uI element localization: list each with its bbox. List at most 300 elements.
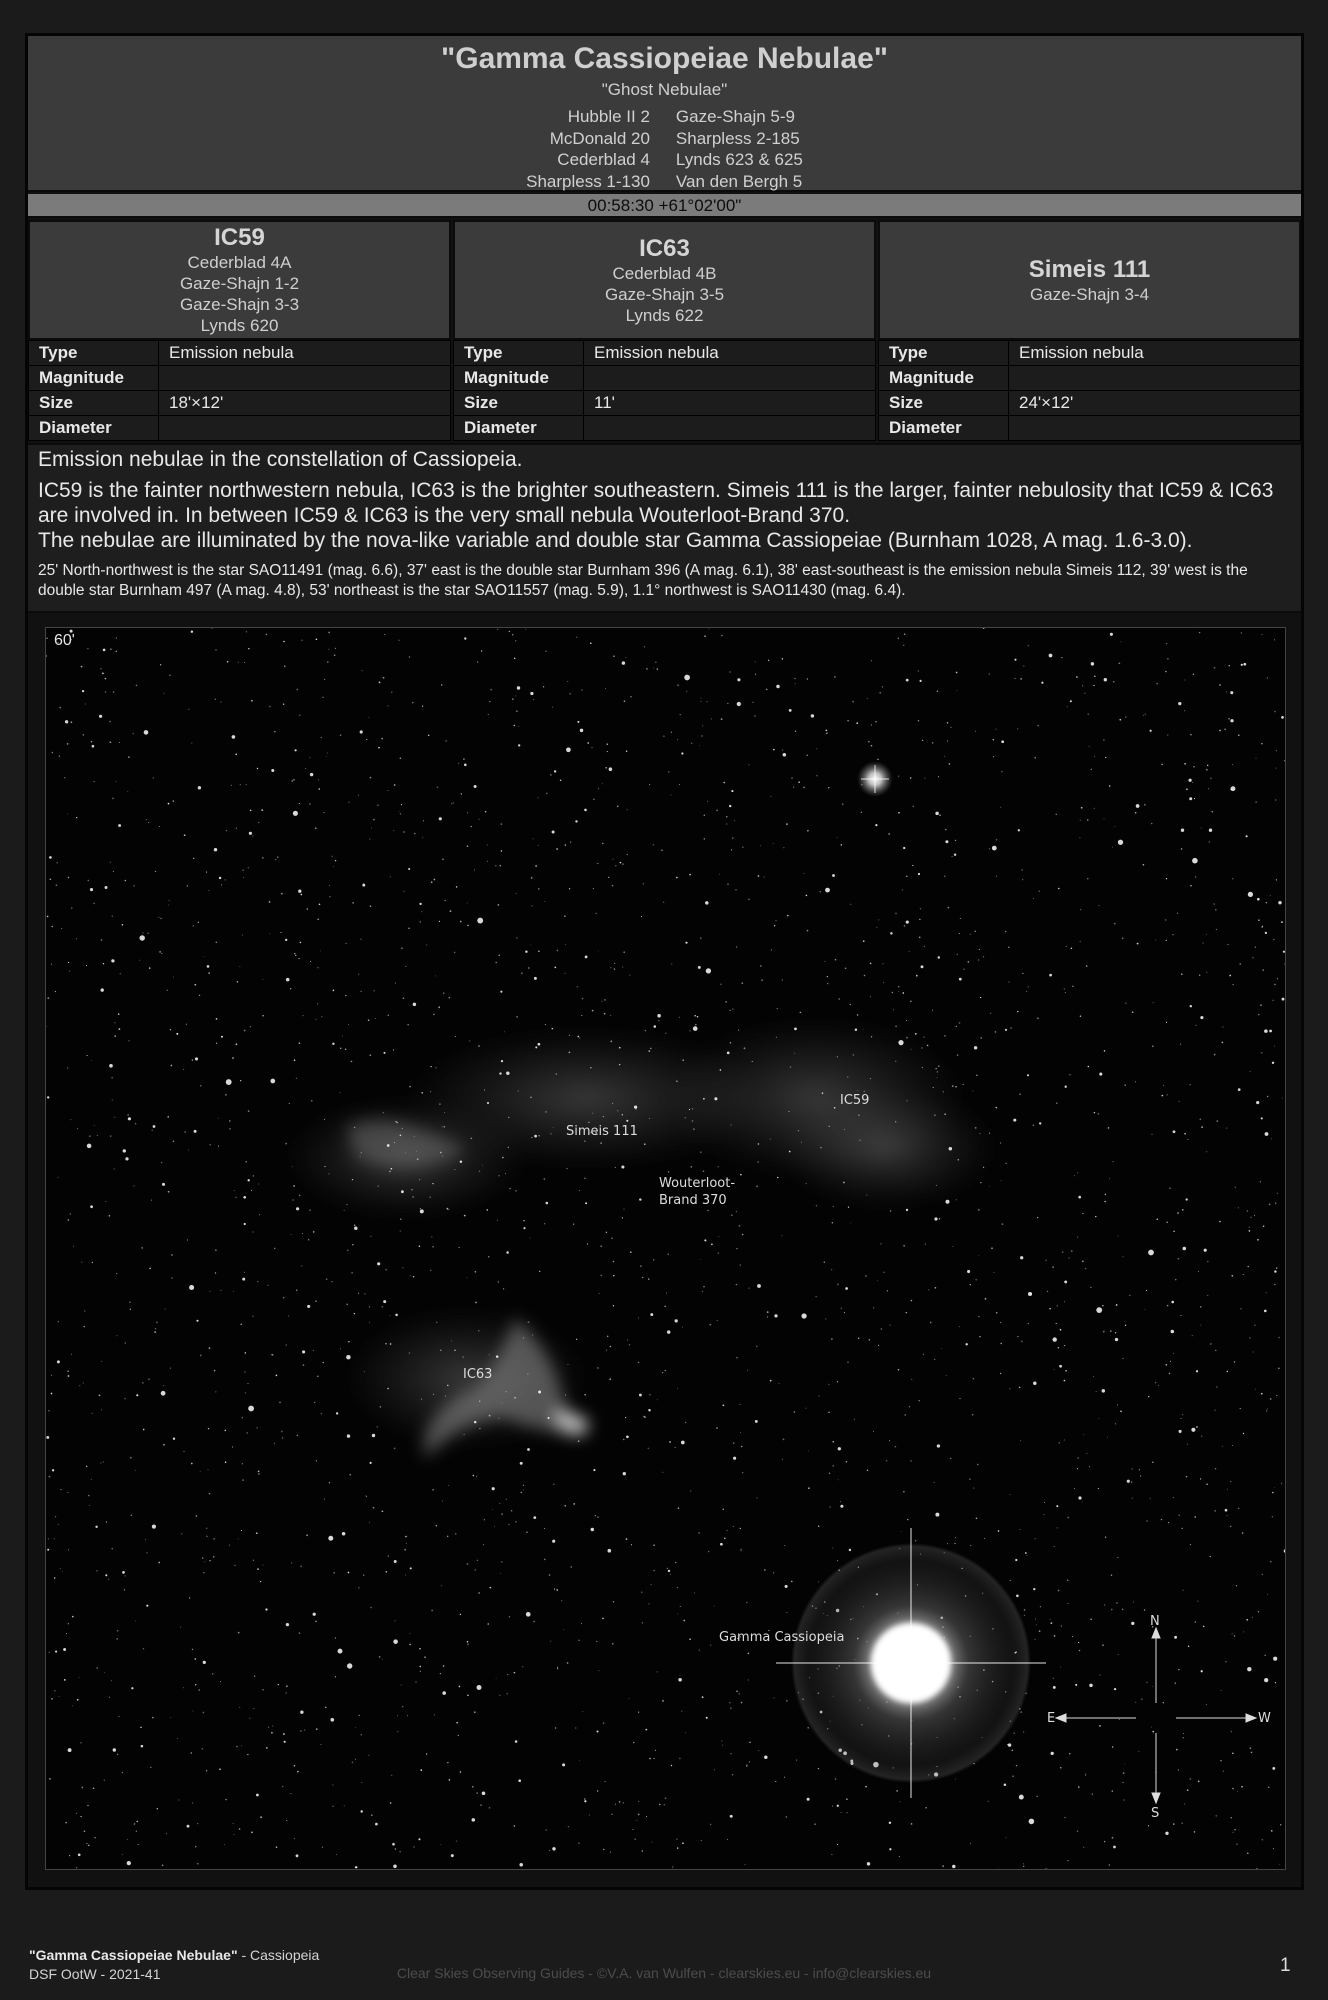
star bbox=[515, 1190, 516, 1191]
star bbox=[293, 1185, 295, 1187]
star bbox=[104, 1672, 105, 1673]
star bbox=[364, 1293, 365, 1294]
star bbox=[286, 978, 290, 982]
star bbox=[232, 1446, 233, 1447]
star bbox=[710, 1824, 711, 1825]
star bbox=[418, 1838, 420, 1840]
star bbox=[807, 930, 809, 932]
star bbox=[395, 983, 396, 984]
star bbox=[722, 1745, 723, 1746]
star bbox=[950, 1458, 951, 1459]
star bbox=[850, 1223, 851, 1224]
star bbox=[1265, 932, 1267, 934]
star bbox=[99, 1395, 101, 1397]
star bbox=[959, 933, 960, 934]
star bbox=[910, 1001, 911, 1002]
star bbox=[886, 1460, 887, 1461]
star bbox=[538, 950, 540, 952]
star bbox=[740, 1432, 741, 1433]
star bbox=[607, 751, 608, 752]
alias: Gaze-Shajn 5-9 bbox=[675, 107, 795, 126]
star bbox=[1017, 1336, 1018, 1337]
star bbox=[627, 1339, 628, 1340]
star bbox=[1273, 1000, 1274, 1001]
star bbox=[645, 1729, 647, 1731]
star bbox=[432, 1489, 434, 1491]
star bbox=[566, 747, 571, 752]
star bbox=[56, 884, 58, 886]
star bbox=[171, 1065, 173, 1067]
star bbox=[958, 1159, 959, 1160]
alias: Lynds 623 & 625 bbox=[675, 150, 803, 169]
star bbox=[1056, 1102, 1057, 1103]
star bbox=[322, 697, 324, 699]
star bbox=[636, 1820, 637, 1821]
star bbox=[1219, 684, 1220, 685]
star bbox=[467, 1694, 469, 1696]
star bbox=[699, 745, 700, 746]
star bbox=[67, 1370, 69, 1372]
star bbox=[646, 1816, 647, 1817]
star bbox=[1196, 1025, 1197, 1026]
star bbox=[1058, 1347, 1059, 1348]
star bbox=[360, 730, 363, 733]
star bbox=[319, 903, 321, 905]
star bbox=[335, 648, 336, 649]
star bbox=[996, 1312, 998, 1314]
star bbox=[1020, 678, 1022, 680]
star bbox=[718, 1252, 719, 1253]
star bbox=[430, 1091, 431, 1092]
star bbox=[1156, 683, 1157, 684]
star bbox=[1272, 1516, 1273, 1517]
star bbox=[86, 1466, 88, 1468]
star bbox=[552, 1028, 554, 1030]
star bbox=[676, 1839, 677, 1840]
prop-value bbox=[1009, 366, 1301, 391]
star bbox=[533, 838, 534, 839]
star bbox=[903, 1491, 904, 1492]
star bbox=[613, 1601, 614, 1602]
star bbox=[370, 1607, 372, 1609]
star bbox=[643, 883, 644, 884]
star bbox=[534, 977, 537, 980]
star bbox=[300, 894, 302, 896]
star bbox=[512, 634, 514, 636]
star bbox=[1148, 1396, 1149, 1397]
star bbox=[705, 901, 709, 905]
star bbox=[103, 1461, 104, 1462]
star bbox=[935, 1287, 937, 1289]
star bbox=[670, 1574, 671, 1575]
star bbox=[748, 1679, 749, 1680]
star bbox=[261, 809, 263, 811]
star bbox=[1190, 734, 1191, 735]
star bbox=[369, 1306, 370, 1307]
star bbox=[389, 1171, 391, 1173]
star bbox=[55, 1651, 57, 1653]
star bbox=[1010, 1494, 1011, 1495]
star bbox=[385, 1269, 386, 1270]
star bbox=[143, 1648, 144, 1649]
star bbox=[368, 1755, 369, 1756]
star bbox=[1102, 1644, 1104, 1646]
star bbox=[1146, 1290, 1147, 1291]
star bbox=[227, 661, 229, 663]
star bbox=[567, 1662, 569, 1664]
star bbox=[946, 1375, 947, 1376]
star bbox=[352, 1179, 353, 1180]
star bbox=[140, 1727, 142, 1729]
star bbox=[398, 640, 399, 641]
star bbox=[996, 839, 998, 841]
star bbox=[646, 668, 648, 670]
prop-key: Diameter bbox=[454, 416, 584, 441]
star bbox=[1264, 1310, 1267, 1313]
star bbox=[1102, 1305, 1103, 1306]
star bbox=[956, 1026, 957, 1027]
star bbox=[537, 797, 538, 798]
star bbox=[575, 1727, 576, 1728]
star bbox=[565, 944, 566, 945]
star bbox=[889, 1822, 891, 1824]
star bbox=[526, 1532, 527, 1533]
star bbox=[1256, 1101, 1259, 1104]
star bbox=[871, 724, 872, 725]
star bbox=[1074, 1175, 1075, 1176]
star bbox=[1152, 1686, 1153, 1687]
star bbox=[626, 1120, 628, 1122]
star bbox=[299, 803, 300, 804]
star bbox=[404, 1549, 405, 1550]
prop-row bbox=[29, 391, 451, 416]
star bbox=[370, 905, 372, 907]
star bbox=[1152, 1461, 1154, 1463]
star bbox=[748, 899, 749, 900]
star bbox=[1110, 633, 1113, 636]
star bbox=[133, 885, 135, 887]
star bbox=[127, 1861, 131, 1865]
star bbox=[666, 1293, 667, 1294]
star bbox=[93, 781, 94, 782]
star bbox=[384, 634, 385, 635]
star bbox=[1251, 1752, 1253, 1754]
star bbox=[706, 701, 707, 702]
star bbox=[545, 1024, 546, 1025]
prop-row bbox=[454, 341, 876, 366]
star bbox=[1250, 1747, 1252, 1749]
star bbox=[326, 1278, 328, 1280]
star bbox=[959, 1398, 960, 1399]
star bbox=[614, 963, 615, 964]
star bbox=[1061, 1626, 1062, 1627]
star bbox=[1079, 837, 1080, 838]
star bbox=[733, 1442, 735, 1444]
star bbox=[756, 1497, 757, 1498]
star bbox=[116, 1273, 117, 1274]
star bbox=[283, 1297, 285, 1299]
star bbox=[173, 977, 174, 978]
star bbox=[1112, 1837, 1114, 1839]
star bbox=[1080, 1016, 1081, 1017]
star bbox=[207, 965, 210, 968]
star bbox=[239, 1828, 241, 1830]
star bbox=[731, 1214, 733, 1216]
star bbox=[393, 1639, 398, 1644]
star bbox=[93, 903, 95, 905]
star bbox=[838, 998, 840, 1000]
star bbox=[1201, 1670, 1203, 1672]
star bbox=[945, 829, 946, 830]
star bbox=[358, 1587, 359, 1588]
star bbox=[440, 1152, 442, 1154]
star bbox=[59, 756, 60, 757]
star bbox=[215, 699, 216, 700]
star bbox=[840, 1505, 843, 1508]
star bbox=[782, 658, 783, 659]
star bbox=[1067, 1580, 1069, 1582]
star bbox=[703, 1286, 704, 1287]
star bbox=[516, 937, 517, 938]
star bbox=[1059, 1442, 1060, 1443]
star bbox=[116, 651, 117, 652]
star bbox=[581, 689, 582, 690]
star bbox=[1143, 715, 1144, 716]
star bbox=[105, 691, 106, 692]
star bbox=[225, 1461, 227, 1463]
star bbox=[774, 925, 775, 926]
star bbox=[368, 1019, 370, 1021]
star bbox=[978, 959, 979, 960]
star bbox=[347, 1434, 350, 1437]
star bbox=[1186, 788, 1188, 790]
star bbox=[1054, 1635, 1056, 1637]
star bbox=[1109, 785, 1111, 787]
star bbox=[362, 670, 363, 671]
star bbox=[1028, 645, 1029, 646]
star bbox=[875, 721, 876, 722]
star bbox=[405, 1575, 406, 1576]
star bbox=[458, 763, 459, 764]
star bbox=[88, 880, 89, 881]
star bbox=[1209, 842, 1210, 843]
star bbox=[806, 895, 808, 897]
star bbox=[608, 1549, 612, 1553]
star bbox=[1105, 1194, 1106, 1195]
star bbox=[1014, 659, 1016, 661]
star bbox=[1260, 1181, 1261, 1182]
star bbox=[516, 893, 517, 894]
star bbox=[613, 1261, 615, 1263]
star bbox=[94, 1125, 95, 1126]
star bbox=[283, 1733, 285, 1735]
star bbox=[937, 1077, 938, 1078]
star bbox=[243, 1196, 246, 1199]
star bbox=[1087, 878, 1088, 879]
star bbox=[1257, 1239, 1259, 1241]
star bbox=[1009, 1388, 1010, 1389]
star bbox=[832, 1441, 834, 1443]
star bbox=[348, 1024, 349, 1025]
star bbox=[800, 1012, 802, 1014]
star bbox=[91, 1479, 92, 1480]
star bbox=[556, 848, 558, 850]
star bbox=[903, 1245, 905, 1247]
star bbox=[253, 1175, 255, 1177]
star bbox=[122, 1854, 123, 1855]
star bbox=[852, 701, 853, 702]
star bbox=[1182, 1528, 1183, 1529]
star bbox=[437, 786, 439, 788]
star bbox=[629, 1698, 630, 1699]
star bbox=[730, 1708, 731, 1709]
star bbox=[252, 1316, 253, 1317]
star bbox=[605, 767, 607, 769]
star bbox=[617, 1110, 618, 1111]
star bbox=[322, 1847, 323, 1848]
star bbox=[1090, 1287, 1091, 1288]
star bbox=[1270, 895, 1271, 896]
star bbox=[1115, 1338, 1118, 1341]
star bbox=[871, 660, 872, 661]
star bbox=[247, 1383, 248, 1384]
star bbox=[740, 1265, 741, 1266]
star bbox=[87, 1805, 88, 1806]
star bbox=[1210, 1556, 1211, 1557]
star bbox=[909, 1406, 910, 1407]
star bbox=[1254, 1215, 1255, 1216]
star bbox=[939, 1218, 941, 1220]
star bbox=[845, 1287, 848, 1290]
star bbox=[644, 1416, 646, 1418]
star bbox=[1188, 1646, 1189, 1647]
star bbox=[1178, 702, 1181, 705]
star bbox=[736, 1211, 737, 1212]
star bbox=[764, 877, 765, 878]
star bbox=[1065, 1370, 1067, 1372]
star bbox=[355, 1759, 356, 1760]
star bbox=[490, 1587, 492, 1589]
star bbox=[1231, 1731, 1232, 1732]
star bbox=[918, 873, 920, 875]
star bbox=[112, 916, 113, 917]
star bbox=[568, 1826, 569, 1827]
star bbox=[1094, 808, 1095, 809]
star bbox=[992, 846, 997, 851]
star bbox=[1200, 1306, 1202, 1308]
star bbox=[120, 973, 121, 974]
star bbox=[848, 1207, 849, 1208]
star bbox=[516, 1016, 518, 1018]
star bbox=[665, 1033, 666, 1034]
star bbox=[215, 1249, 216, 1250]
star bbox=[554, 770, 556, 772]
star bbox=[775, 1781, 776, 1782]
star bbox=[1250, 1071, 1251, 1072]
star bbox=[152, 1717, 154, 1719]
star bbox=[1111, 1609, 1113, 1611]
star bbox=[773, 749, 775, 751]
star bbox=[892, 992, 893, 993]
star bbox=[1039, 1122, 1041, 1124]
star bbox=[944, 1035, 945, 1036]
star bbox=[390, 1343, 392, 1345]
star bbox=[825, 1318, 826, 1319]
star bbox=[84, 1310, 85, 1311]
star bbox=[382, 1659, 383, 1660]
star bbox=[420, 1769, 422, 1771]
star bbox=[525, 629, 526, 630]
star bbox=[677, 1587, 678, 1588]
star bbox=[266, 634, 268, 636]
star bbox=[413, 1276, 415, 1278]
star bbox=[225, 1799, 226, 1800]
star bbox=[1267, 1409, 1268, 1410]
star bbox=[119, 1028, 121, 1030]
star bbox=[113, 1748, 116, 1751]
star bbox=[407, 1715, 408, 1716]
star bbox=[523, 1485, 524, 1486]
star bbox=[310, 773, 313, 776]
star bbox=[635, 1839, 636, 1840]
star bbox=[1080, 941, 1081, 942]
star bbox=[393, 1049, 394, 1050]
star bbox=[740, 1174, 742, 1176]
star bbox=[474, 1711, 476, 1713]
star bbox=[731, 790, 733, 792]
star bbox=[413, 1003, 416, 1006]
star bbox=[1127, 1480, 1130, 1483]
star bbox=[1189, 797, 1192, 800]
star bbox=[847, 1812, 848, 1813]
star bbox=[51, 964, 52, 965]
star bbox=[963, 969, 964, 970]
star bbox=[1131, 1622, 1134, 1625]
star bbox=[979, 949, 980, 950]
star bbox=[409, 1086, 411, 1088]
star bbox=[407, 1024, 408, 1025]
star bbox=[420, 1209, 424, 1213]
star bbox=[394, 1560, 397, 1563]
star bbox=[253, 1232, 254, 1233]
star bbox=[1174, 1636, 1177, 1639]
star bbox=[158, 1562, 160, 1564]
star bbox=[144, 730, 149, 735]
star bbox=[1243, 663, 1246, 666]
star bbox=[309, 757, 310, 758]
star bbox=[716, 809, 718, 811]
star bbox=[684, 675, 690, 681]
star bbox=[815, 1296, 816, 1297]
star bbox=[585, 955, 588, 958]
star bbox=[1252, 1617, 1253, 1618]
star bbox=[226, 830, 227, 831]
star bbox=[161, 1162, 162, 1163]
star bbox=[630, 696, 632, 698]
star bbox=[1276, 1267, 1278, 1269]
star bbox=[68, 1623, 69, 1624]
star bbox=[1260, 1004, 1262, 1006]
prop-value: 11' bbox=[584, 391, 876, 416]
star bbox=[447, 1208, 449, 1210]
star bbox=[57, 862, 58, 863]
star bbox=[135, 1470, 136, 1471]
star bbox=[443, 992, 444, 993]
star bbox=[1131, 1482, 1132, 1483]
star bbox=[1232, 1633, 1233, 1634]
star bbox=[632, 1829, 633, 1830]
star bbox=[741, 1550, 742, 1551]
